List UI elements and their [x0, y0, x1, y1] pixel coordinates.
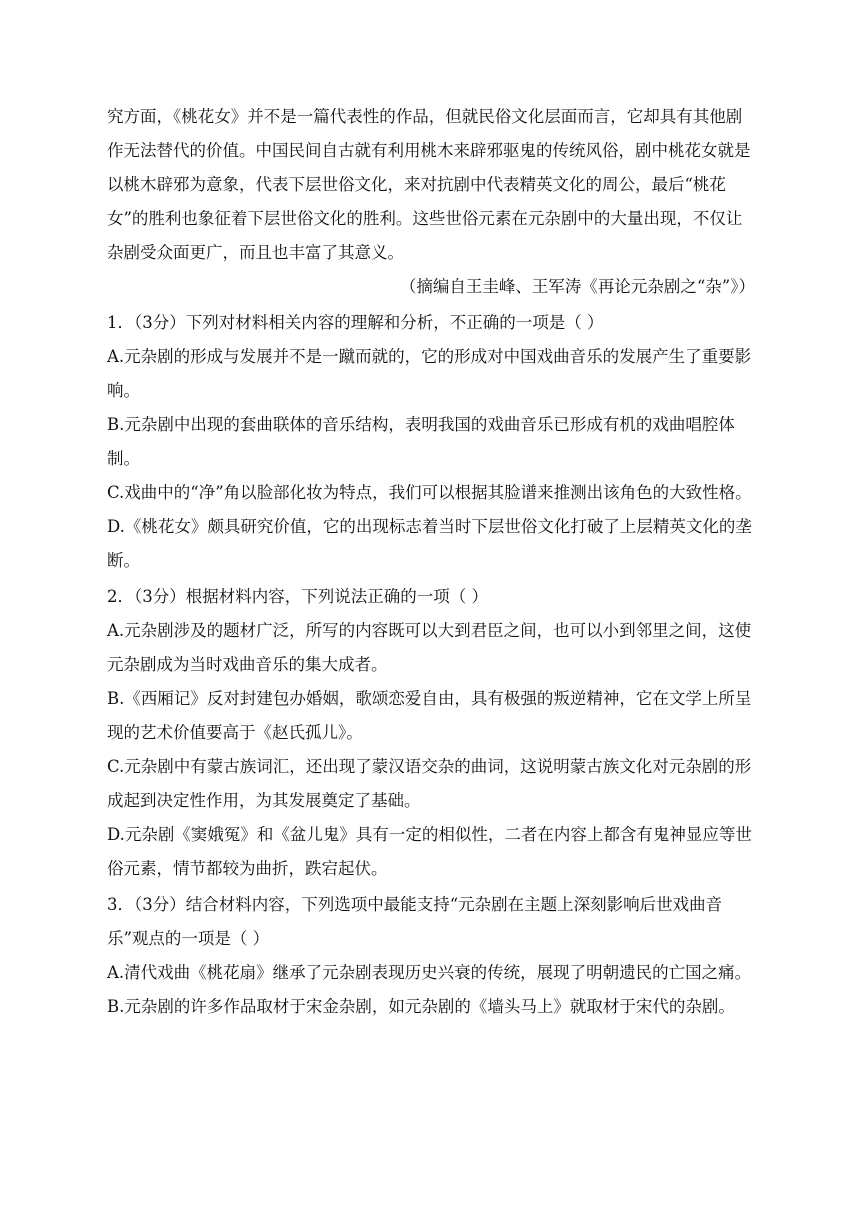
- option-b: B.《西厢记》反对封建包办婚姻，歌颂恋爱自由，具有极强的叛逆精神，它在文学上所呈现的艺术价值要高于《赵氏孤儿》。: [107, 689, 752, 742]
- option-c: C.戏曲中的“净”角以脸部化妆为特点，我们可以根据其脸谱来推测出该角色的大致性格。: [107, 483, 752, 502]
- option-c: C.元杂剧中有蒙古族词汇，还出现了蒙汉语交杂的曲词，这说明蒙古族文化对元杂剧的形成起到决定性作用，为其发展奠定了基础。: [107, 757, 752, 810]
- option-d: D.《桃花女》颇具研究价值，它的出现标志着当时下层世俗文化打破了上层精英文化的垄断。: [107, 517, 752, 570]
- option-a: A.元杂剧的形成与发展并不是一蹴而就的，它的形成对中国戏曲音乐的发展产生了重要影响。: [107, 347, 752, 400]
- question-1: [107, 306, 755, 578]
- option-d: D.元杂剧《窦娥冤》和《盆儿鬼》具有一定的相似性，二者在内容上都含有鬼神显应等世俗元素，情节都较为曲折，跌宕起伏。: [107, 825, 752, 878]
- page-content: [107, 100, 755, 1024]
- passage-paragraph: [107, 100, 755, 270]
- option-b: B.元杂剧的许多作品取材于宋金杂剧，如元杂剧的《墙头马上》就取材于宋代的杂剧。: [107, 997, 735, 1016]
- question-stem: 3．（3分）结合材料内容，下列选项中最能支持“元杂剧在主题上深刻影响后世戏曲音乐”观点的一项是（ ）: [107, 895, 723, 948]
- question-2: [107, 580, 755, 886]
- option-a: A.元杂剧涉及的题材广泛，所写的内容既可以大到君臣之间，也可以小到邻里之间，这使元杂剧成为当时戏曲音乐的集大成者。: [107, 621, 752, 674]
- question-stem: 1．（3分）下列对材料相关内容的理解和分析，不正确的一项是（ ）: [107, 313, 604, 332]
- option-b: B.元杂剧中出现的套曲联体的音乐结构，表明我国的戏曲音乐已形成有机的戏曲唱腔体制。: [107, 415, 735, 468]
- option-a: A.清代戏曲《桃花扇》继承了元杂剧表现历史兴衰的传统，展现了明朝遗民的亡国之痛。: [107, 963, 752, 982]
- question-stem: 2．（3分）根据材料内容，下列说法正确的一项（ ）: [107, 587, 488, 606]
- passage-text: 究方面，《桃花女》并不是一篇代表性的作品，但就民俗文化层面而言，它却具有其他剧作无法替代的价值。中国民间自古就有利用桃木来辟邪驱鬼的传统风俗，剧中桃花女就是以桃木辟邪为意象，代表下层世俗文化，来对抗剧中代表精英文化的周公，最后“桃花女”的胜利也象征着下层世俗文化的胜利。这些世俗元素在元杂剧中的大量出现，不仅让杂剧受众面更广，而且也丰富了其意义。: [107, 107, 751, 262]
- passage-source: （摘编自王圭峰、王军涛《再论元杂剧之“杂”》）: [399, 277, 755, 296]
- question-3: [107, 888, 755, 1024]
